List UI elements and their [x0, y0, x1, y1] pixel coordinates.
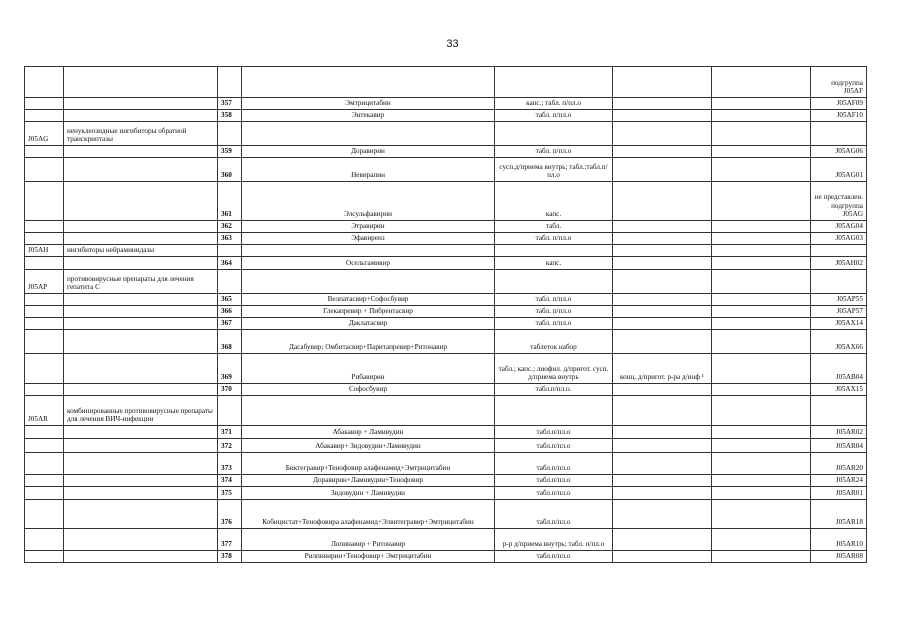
cell-note [712, 221, 811, 233]
table-row [25, 487, 867, 500]
cell-name: Абакавир+ Зидовудин+Ламивудин [242, 439, 495, 453]
cell-form [495, 245, 613, 257]
cell-group: комбинированные противовирусные препараты для лечения ВИЧ-инфекции [64, 396, 218, 426]
cell-name: Рилпивирин+Тенофовир+ Эмтрицитабин [242, 551, 495, 563]
cell-group [64, 475, 218, 487]
table-row [25, 67, 867, 98]
cell-group [64, 67, 218, 98]
cell-name: Абакавир + Ламивудин [242, 426, 495, 439]
cell-group [64, 306, 218, 318]
cell-extra [613, 330, 712, 354]
cell-form: табл. п/пл.о [495, 146, 613, 158]
cell-extra [613, 146, 712, 158]
cell-note [712, 110, 811, 122]
cell-atc: J05AR20 [811, 453, 867, 475]
cell-name: Лопинавир + Ритонавир [242, 529, 495, 551]
cell-note [712, 182, 811, 221]
cell-atc: J05AG03 [811, 233, 867, 245]
cell-note [712, 551, 811, 563]
cell-num [218, 245, 242, 257]
cell-code [25, 67, 64, 98]
cell-note [712, 426, 811, 439]
cell-form: табл. п/пл.о [495, 306, 613, 318]
cell-extra [613, 67, 712, 98]
cell-extra [613, 551, 712, 563]
cell-form: табл.п/пл.о [495, 475, 613, 487]
cell-code [25, 487, 64, 500]
table-row [25, 306, 867, 318]
cell-num: 368 [218, 330, 242, 354]
cell-form: сусп.д/приема внутрь; табл.;табл.п/пл.о [495, 158, 613, 182]
cell-extra [613, 475, 712, 487]
cell-code [25, 98, 64, 110]
cell-num: 367 [218, 318, 242, 330]
cell-group [64, 257, 218, 270]
cell-num: 360 [218, 158, 242, 182]
cell-name: Доравирин+Ламивудин+Тенофовир [242, 475, 495, 487]
cell-name: Рибавирин [242, 354, 495, 384]
cell-group [64, 384, 218, 396]
cell-note [712, 98, 811, 110]
cell-code [25, 453, 64, 475]
cell-code [25, 354, 64, 384]
cell-atc: J05AG01 [811, 158, 867, 182]
cell-note [712, 396, 811, 426]
table-row [25, 551, 867, 563]
table-row [25, 221, 867, 233]
cell-note [712, 439, 811, 453]
cell-atc: J05AF10 [811, 110, 867, 122]
cell-form: табл. п/пл.о [495, 233, 613, 245]
cell-form: табл. п/пл.о [495, 318, 613, 330]
cell-group [64, 487, 218, 500]
cell-atc [811, 122, 867, 146]
cell-name: Биктегравир+Тенофовир алафенамид+Эмтрицитабин [242, 453, 495, 475]
cell-code [25, 384, 64, 396]
cell-extra [613, 453, 712, 475]
cell-group [64, 110, 218, 122]
cell-atc: J05AF09 [811, 98, 867, 110]
cell-form: капс.; табл. п/пл.о [495, 98, 613, 110]
cell-group [64, 158, 218, 182]
cell-name: Кобицистат+Тенофовира алафенамид+Элвитегравир+Эмтрицитабин [242, 500, 495, 529]
group-header-row [25, 122, 867, 146]
cell-form: табл. п/пл.о [495, 110, 613, 122]
cell-extra [613, 233, 712, 245]
cell-extra [613, 318, 712, 330]
cell-num: 366 [218, 306, 242, 318]
cell-name: Элсульфавирин [242, 182, 495, 221]
cell-note [712, 245, 811, 257]
cell-extra [613, 98, 712, 110]
table-row [25, 439, 867, 453]
cell-atc: J05AR01 [811, 487, 867, 500]
cell-atc: не представлен. подгруппа J05AG [811, 182, 867, 221]
cell-note [712, 318, 811, 330]
cell-atc: J05AP55 [811, 294, 867, 306]
cell-atc: J05AR18 [811, 500, 867, 529]
cell-name: Глекапревир + Пибрентасвир [242, 306, 495, 318]
cell-note [712, 330, 811, 354]
cell-group [64, 182, 218, 221]
cell-extra [613, 426, 712, 439]
cell-code: J05AR [25, 396, 64, 426]
cell-form: таблеток набор [495, 330, 613, 354]
cell-name [242, 122, 495, 146]
cell-code [25, 551, 64, 563]
cell-name: Доравирин [242, 146, 495, 158]
cell-name: Эмтрицитабин [242, 98, 495, 110]
cell-name: Велпатасвир+Софосбувир [242, 294, 495, 306]
cell-form: табл.п/пл.о [495, 426, 613, 439]
table-row [25, 500, 867, 529]
cell-atc: J05AR08 [811, 551, 867, 563]
table-row [25, 426, 867, 439]
cell-group: ненуклеозидные ингибиторы обратной транскриптазы [64, 122, 218, 146]
cell-num: 358 [218, 110, 242, 122]
cell-note [712, 158, 811, 182]
cell-name [242, 396, 495, 426]
cell-name: Софосбувир [242, 384, 495, 396]
cell-note [712, 384, 811, 396]
cell-name: Невирапин [242, 158, 495, 182]
cell-atc: J05AR24 [811, 475, 867, 487]
cell-code [25, 475, 64, 487]
cell-num: 378 [218, 551, 242, 563]
cell-atc [811, 270, 867, 294]
cell-atc: J05AP57 [811, 306, 867, 318]
cell-extra [613, 529, 712, 551]
cell-atc: J05AG06 [811, 146, 867, 158]
cell-code: J05AG [25, 122, 64, 146]
cell-note [712, 122, 811, 146]
cell-code: J05AP [25, 270, 64, 294]
cell-num: 361 [218, 182, 242, 221]
table-row [25, 330, 867, 354]
cell-name: Даклатасвир [242, 318, 495, 330]
cell-form: табл. [495, 221, 613, 233]
cell-note [712, 294, 811, 306]
cell-code [25, 294, 64, 306]
cell-name: Энтекавир [242, 110, 495, 122]
table-row [25, 158, 867, 182]
cell-num: 363 [218, 233, 242, 245]
cell-note [712, 257, 811, 270]
cell-group [64, 453, 218, 475]
cell-code [25, 233, 64, 245]
table-row [25, 146, 867, 158]
cell-name: Осельтамивир [242, 257, 495, 270]
cell-group [64, 233, 218, 245]
cell-extra [613, 306, 712, 318]
cell-name: Зидовудин + Ламивудин [242, 487, 495, 500]
cell-form: капс. [495, 182, 613, 221]
cell-code [25, 110, 64, 122]
cell-extra [613, 294, 712, 306]
cell-form: табл.; капс.; лиофил. д/пригот. сусп. д/приема внутрь [495, 354, 613, 384]
cell-extra [613, 384, 712, 396]
cell-name: Этравирин [242, 221, 495, 233]
cell-form: табл.п/пл.о [495, 453, 613, 475]
cell-extra [613, 158, 712, 182]
cell-atc [811, 245, 867, 257]
page-number: 33 [446, 38, 459, 50]
cell-form: капс. [495, 257, 613, 270]
cell-atc: J05AG04 [811, 221, 867, 233]
cell-atc: J05AR02 [811, 426, 867, 439]
cell-form [495, 270, 613, 294]
cell-form: табл.п/пл.о [495, 439, 613, 453]
cell-group [64, 294, 218, 306]
group-header-row [25, 270, 867, 294]
table-row [25, 233, 867, 245]
cell-form: табл.п/пл.о [495, 487, 613, 500]
cell-name: Дасабувир; Омбитасвир+Паритапревир+Ритонавир [242, 330, 495, 354]
cell-atc: J05AX15 [811, 384, 867, 396]
cell-extra: конц. д/пригот. р-ра д/инф ¹ [613, 354, 712, 384]
cell-atc: J05AX66 [811, 330, 867, 354]
cell-extra [613, 182, 712, 221]
cell-num: 371 [218, 426, 242, 439]
cell-note [712, 146, 811, 158]
cell-num [218, 270, 242, 294]
cell-note [712, 233, 811, 245]
cell-extra [613, 245, 712, 257]
cell-form [495, 67, 613, 98]
cell-group [64, 330, 218, 354]
cell-form: р-р д/приема внутрь; табл. п/пл.о [495, 529, 613, 551]
cell-note [712, 67, 811, 98]
cell-num: 376 [218, 500, 242, 529]
cell-group [64, 221, 218, 233]
cell-code [25, 330, 64, 354]
cell-note [712, 270, 811, 294]
table-row [25, 257, 867, 270]
cell-code [25, 500, 64, 529]
cell-group [64, 146, 218, 158]
cell-code [25, 182, 64, 221]
cell-note [712, 529, 811, 551]
cell-group [64, 98, 218, 110]
cell-extra [613, 257, 712, 270]
cell-num: 362 [218, 221, 242, 233]
cell-extra [613, 122, 712, 146]
table-row [25, 384, 867, 396]
cell-num: 365 [218, 294, 242, 306]
cell-num: 377 [218, 529, 242, 551]
cell-atc: J05AH02 [811, 257, 867, 270]
table-row [25, 453, 867, 475]
cell-num: 369 [218, 354, 242, 384]
cell-form [495, 396, 613, 426]
cell-num [218, 67, 242, 98]
cell-atc: подгруппа J05AF [811, 67, 867, 98]
cell-code [25, 257, 64, 270]
cell-group [64, 318, 218, 330]
cell-name [242, 67, 495, 98]
cell-form: табл.п/пл.о [495, 500, 613, 529]
cell-name [242, 245, 495, 257]
cell-atc [811, 396, 867, 426]
cell-group [64, 426, 218, 439]
cell-atc: J05AX14 [811, 318, 867, 330]
cell-code [25, 426, 64, 439]
cell-atc: J05AB04 [811, 354, 867, 384]
cell-num: 373 [218, 453, 242, 475]
cell-extra [613, 110, 712, 122]
table-row [25, 98, 867, 110]
cell-note [712, 453, 811, 475]
cell-note [712, 475, 811, 487]
cell-group: противовирусные препараты для лечения гепатита С [64, 270, 218, 294]
cell-code [25, 529, 64, 551]
cell-form: табл.п/пл.о [495, 551, 613, 563]
cell-note [712, 500, 811, 529]
cell-form: табл. п/пл.о [495, 294, 613, 306]
cell-extra [613, 221, 712, 233]
group-header-row [25, 396, 867, 426]
cell-form [495, 122, 613, 146]
cell-extra [613, 500, 712, 529]
cell-extra [613, 439, 712, 453]
table-row [25, 529, 867, 551]
cell-code [25, 318, 64, 330]
table-row [25, 182, 867, 221]
cell-num: 364 [218, 257, 242, 270]
drug-registry-table [24, 66, 867, 563]
cell-num [218, 122, 242, 146]
cell-form: табл.п/пл.о. [495, 384, 613, 396]
table-row [25, 294, 867, 306]
cell-num: 375 [218, 487, 242, 500]
cell-extra [613, 396, 712, 426]
cell-num [218, 396, 242, 426]
cell-group [64, 439, 218, 453]
table-row [25, 475, 867, 487]
cell-atc: J05AR04 [811, 439, 867, 453]
cell-note [712, 306, 811, 318]
cell-extra [613, 487, 712, 500]
cell-code [25, 306, 64, 318]
cell-atc: J05AR10 [811, 529, 867, 551]
cell-code: J05AH [25, 245, 64, 257]
cell-note [712, 354, 811, 384]
cell-extra [613, 270, 712, 294]
cell-group [64, 500, 218, 529]
cell-name [242, 270, 495, 294]
cell-code [25, 158, 64, 182]
cell-code [25, 439, 64, 453]
table-row [25, 110, 867, 122]
cell-name: Эфавиренз [242, 233, 495, 245]
table-row [25, 318, 867, 330]
cell-note [712, 487, 811, 500]
cell-group [64, 354, 218, 384]
cell-num: 370 [218, 384, 242, 396]
cell-group [64, 551, 218, 563]
cell-num: 374 [218, 475, 242, 487]
table-row [25, 354, 867, 384]
cell-code [25, 221, 64, 233]
cell-num: 372 [218, 439, 242, 453]
group-header-row [25, 245, 867, 257]
cell-code [25, 146, 64, 158]
cell-group: ингибиторы нейраминидазы [64, 245, 218, 257]
cell-group [64, 529, 218, 551]
cell-num: 357 [218, 98, 242, 110]
cell-num: 359 [218, 146, 242, 158]
